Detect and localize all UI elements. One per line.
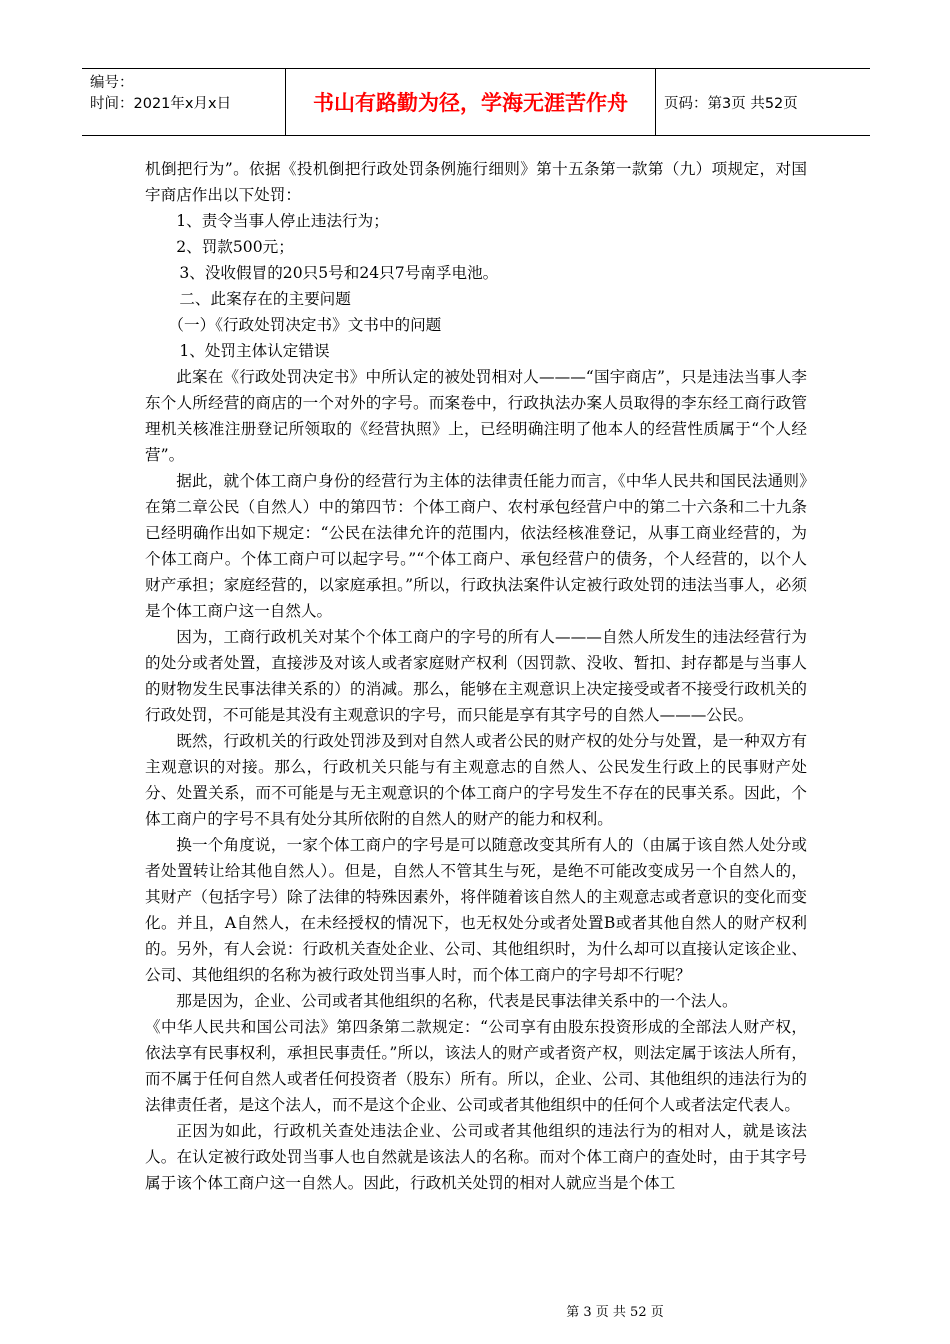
paragraph: 正因为如此，行政机关查处违法企业、公司或者其他组织的违法行为的相对人，就是该法人。在认定被行政处罚当事人也自然就是该法人的名称。而对个体工商户的查处时，由于其字号属于该个体工商户这一自然人。因此，行政机关处罚的相对人就应当是个体工	[145, 1122, 807, 1192]
list-item: 3、没收假冒的20只5号和24只7号南孚电池。	[179, 264, 499, 282]
header-page-info: 页码：第3页 共52页	[664, 95, 798, 112]
paragraph: 既然，行政机关的行政处罚涉及到对自然人或者公民的财产权的处分与处置，是一种双方有主观意识的对接。那么，行政机关只能与有主观意志的自然人、公民发生行政上的民事财产处分、处置关系，而不可能是与无主观意识的个体工商户的字号发生不存在的民事关系。因此，个体工商户的字号不具有处分其所依附的自然人的财产的能力和权利。	[145, 732, 807, 828]
list-item: 2、罚款500元；	[176, 238, 294, 256]
page-footer	[0, 1301, 950, 1320]
paragraph: 此案在《行政处罚决定书》中所认定的被处罚相对人———“国宇商店”，只是违法当事人李东个人所经营的商店的一个对外的字号。而案卷中，行政执法办案人员取得的李东经工商行政管理机关核准注册登记所领取的《经营执照》上，已经明确注明了他本人的经营性质属于“个人经营”。	[145, 368, 807, 464]
section-heading: 二、此案存在的主要问题	[179, 290, 351, 308]
list-item: 1、责令当事人停止违法行为；	[176, 212, 389, 230]
document-number-label: 编号：	[90, 75, 134, 91]
page-header	[82, 68, 870, 136]
document-body	[145, 156, 807, 1196]
paragraph: 据此，就个体工商户身份的经营行为主体的法律责任能力而言，《中华人民共和国民法通则》在第二章公民（自然人）中的第四节：个体工商户、农村承包经营户中的第二十六条和二十九条已经明确作出如下规定：“公民在法律允许的范围内，依法经核准登记，从事工商业经营的，为个体工商户。个体工商户可以起字号。”“个体工商户、承包经营户的债务，个人经营的，以个人财产承担；家庭经营的，以家庭承担。”所以，行政执法案件认定被行政处罚的违法当事人，必须是个体工商户这一自然人。	[145, 472, 807, 620]
document-time-label: 时间：2021年x月x日	[90, 96, 232, 112]
item-heading: 1、处罚主体认定错误	[179, 342, 330, 360]
footer-page-number: 第 3 页 共 52 页	[566, 1305, 664, 1320]
paragraph: 换一个角度说，一家个体工商户的字号是可以随意改变其所有人的（由属于该自然人处分或者处置转让给其他自然人）。但是，自然人不管其生与死，是绝不可能改变成另一个自然人的，其财产（包括字号）除了法律的特殊因素外，将伴随着该自然人的主观意志或者意识的变化而变化。并且，A自然人，在未经授权的情况下，也无权处分或者处置B或者其他自然人的财产权利的。另外，有人会说：行政机关查处企业、公司、其他组织时，为什么却可以直接认定该企业、公司、其他组织的名称为被行政处罚当事人时，而个体工商户的字号却不行呢？	[145, 836, 807, 984]
paragraph: 机倒把行为”。依据《投机倒把行政处罚条例施行细则》第十五条第一款第（九）项规定，对国宇商店作出以下处罚：	[145, 160, 807, 204]
header-meta	[82, 69, 286, 135]
header-motto: 书山有路勤为径，学海无涯苦作舟	[286, 69, 656, 135]
paragraph: 那是因为，企业、公司或者其他组织的名称，代表是民事法律关系中的一个法人。	[176, 992, 738, 1010]
paragraph: 因为，工商行政机关对某个个体工商户的字号的所有人———自然人所发生的违法经营行为的处分或者处置，直接涉及对该人或者家庭财产权利（因罚款、没收、暂扣、封存都是与当事人的财物发生民事法律关系的）的消减。那么，能够在主观意识上决定接受或者不接受行政机关的行政处罚，不可能是其没有主观意识的字号，而只能是享有其字号的自然人———公民。	[145, 628, 807, 724]
paragraph: 《中华人民共和国公司法》第四条第二款规定：“公司享有由股东投资形成的全部法人财产权，依法享有民事权利，承担民事责任。”所以，该法人的财产或者资产权，则法定属于该法人所有，而不属于任何自然人或者任何投资者（股东）所有。所以，企业、公司、其他组织的违法行为的法律责任者，是这个法人，而不是这个企业、公司或者其他组织中的任何个人或者法定代表人。	[145, 1018, 807, 1114]
subsection-heading: （一）《行政处罚决定书》文书中的问题	[168, 316, 442, 334]
